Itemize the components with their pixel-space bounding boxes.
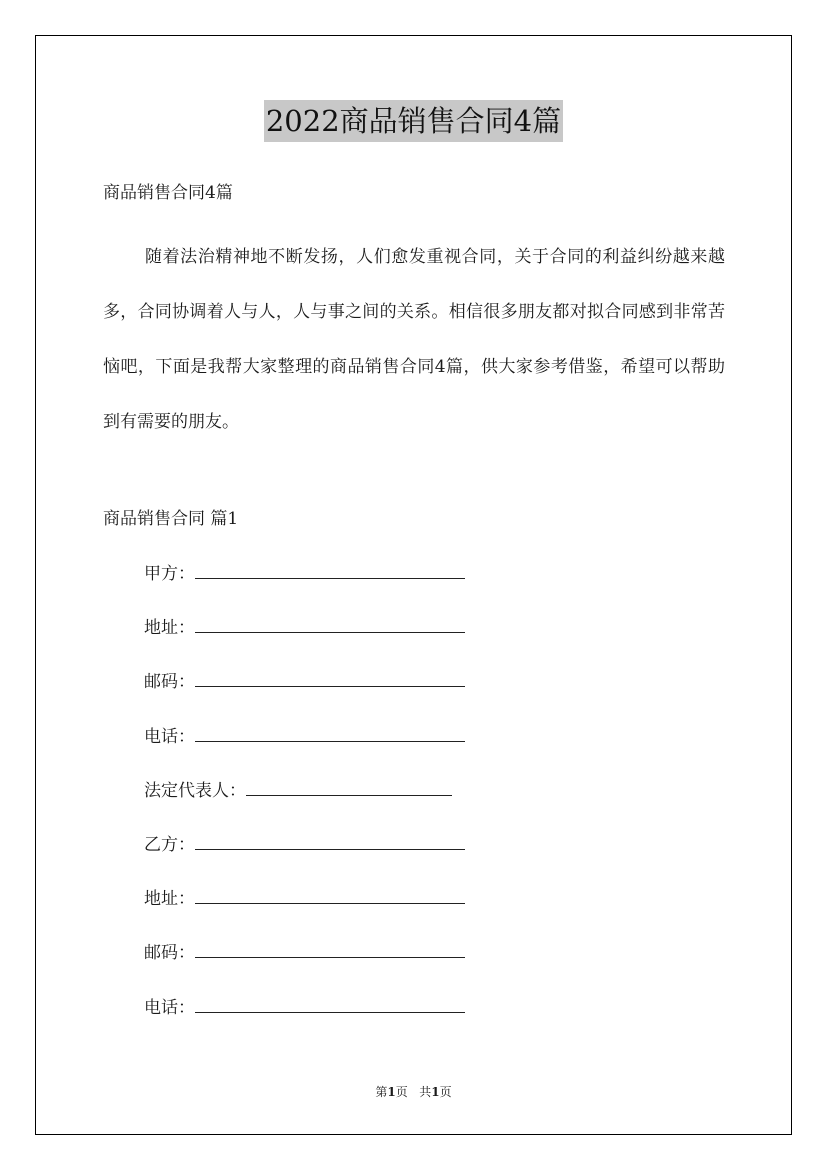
- title-container: [0, 100, 827, 142]
- field-party-b: [144, 830, 465, 884]
- page-footer: [0, 1084, 827, 1100]
- total-pages: 1: [431, 1085, 440, 1099]
- field-blank-line[interactable]: [195, 941, 465, 958]
- contract-party-fields: [144, 559, 465, 1047]
- field-blank-line[interactable]: [195, 725, 465, 742]
- field-blank-line[interactable]: [195, 616, 465, 633]
- field-label: 法定代表人：: [144, 780, 246, 801]
- document-title: 2022商品销售合同4篇: [264, 100, 563, 142]
- field-blank-line[interactable]: [195, 887, 465, 904]
- total-suffix: 页: [439, 1085, 452, 1099]
- field-blank-line[interactable]: [195, 996, 465, 1013]
- field-label: 电话：: [144, 726, 195, 747]
- field-label: 邮码：: [144, 672, 195, 693]
- field-phone-b: [144, 993, 465, 1047]
- field-postcode-a: [144, 667, 465, 721]
- field-blank-line[interactable]: [195, 562, 465, 579]
- document-subtitle: 商品销售合同4篇: [103, 183, 233, 203]
- field-blank-line[interactable]: [195, 833, 465, 850]
- field-label: 电话：: [144, 997, 195, 1018]
- field-label: 邮码：: [144, 943, 195, 964]
- field-party-a: [144, 559, 465, 613]
- page-number: 1: [387, 1085, 396, 1099]
- page-prefix: 第: [375, 1085, 388, 1099]
- field-blank-line[interactable]: [246, 779, 452, 796]
- field-label: 地址：: [144, 889, 195, 910]
- total-prefix: 共: [419, 1085, 432, 1099]
- field-label: 乙方：: [144, 834, 195, 855]
- field-postcode-b: [144, 938, 465, 992]
- intro-paragraph: 随着法治精神地不断发扬，人们愈发重视合同，关于合同的利益纠纷越来越多，合同协调着人与人，人与事之间的关系。相信很多朋友都对拟合同感到非常苦恼吧，下面是我帮大家整理的商品销售合同4篇，供大家参考借鉴，希望可以帮助到有需要的朋友。: [103, 247, 725, 432]
- field-label: 地址：: [144, 618, 195, 639]
- field-address-a: [144, 613, 465, 667]
- field-blank-line[interactable]: [195, 670, 465, 687]
- page-suffix: 页: [395, 1085, 408, 1099]
- field-address-b: [144, 884, 465, 938]
- field-label: 甲方：: [144, 564, 195, 584]
- section-heading: 商品销售合同 篇1: [103, 509, 239, 529]
- field-phone-a: [144, 722, 465, 776]
- field-legal-representative: [144, 776, 465, 830]
